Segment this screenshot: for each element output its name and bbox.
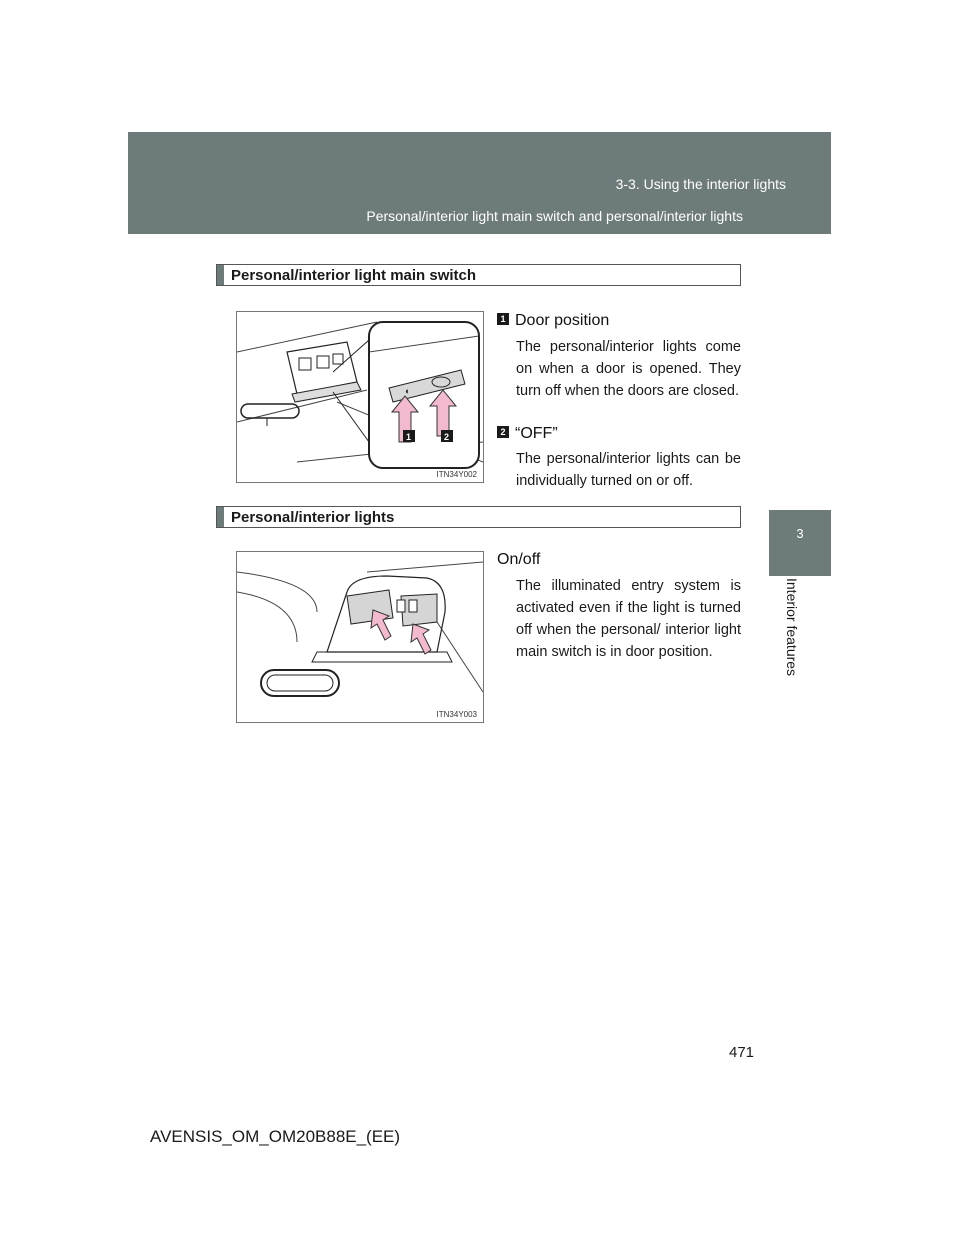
item-title-door-position xyxy=(497,312,609,330)
callout-label-2: 2 xyxy=(444,432,450,442)
header-band xyxy=(128,132,831,234)
section-heading-interior-lights: Personal/interior lights xyxy=(216,506,741,528)
header-section-title: 3-3. Using the interior lights xyxy=(615,176,786,192)
main-switch-illustration xyxy=(237,312,483,482)
item-body-off: The personal/interior lights can be individually turned on or off. xyxy=(516,451,741,489)
item-title-on-off: On/off xyxy=(497,551,541,568)
item-body-on-off: The illuminated entry system is activated even if the light is turned off when the personal/ interior light main switch is in door position. xyxy=(516,578,741,660)
document-footer: AVENSIS_OM_OM20B88E_(EE) xyxy=(150,1127,401,1146)
item-title-text: Door position xyxy=(515,312,610,329)
chapter-tab xyxy=(769,510,831,576)
svg-text:◐: ◐ xyxy=(405,386,411,396)
number-badge: 1 xyxy=(497,313,509,325)
header-subtitle: Personal/interior light main switch and personal/interior lights xyxy=(366,208,743,224)
number-badge: 2 xyxy=(497,426,509,438)
callout-label-1: 1 xyxy=(406,432,412,442)
figure-interior-lights xyxy=(236,551,484,723)
interior-lights-illustration xyxy=(237,552,483,722)
section-heading-main-switch: Personal/interior light main switch xyxy=(216,264,741,286)
chapter-label: Interior features xyxy=(784,578,800,677)
figure-code: ITN34Y003 xyxy=(436,710,477,719)
item-title-off xyxy=(497,425,558,443)
figure-main-switch xyxy=(236,311,484,483)
item-title-text: “OFF” xyxy=(515,425,558,442)
item-body-door-position: The personal/interior lights come on when a door is opened. They turn off when the doors are closed. xyxy=(516,339,741,399)
figure-code: ITN34Y002 xyxy=(436,470,477,479)
page-number: 471 xyxy=(729,1044,755,1061)
chapter-number: 3 xyxy=(796,526,804,541)
